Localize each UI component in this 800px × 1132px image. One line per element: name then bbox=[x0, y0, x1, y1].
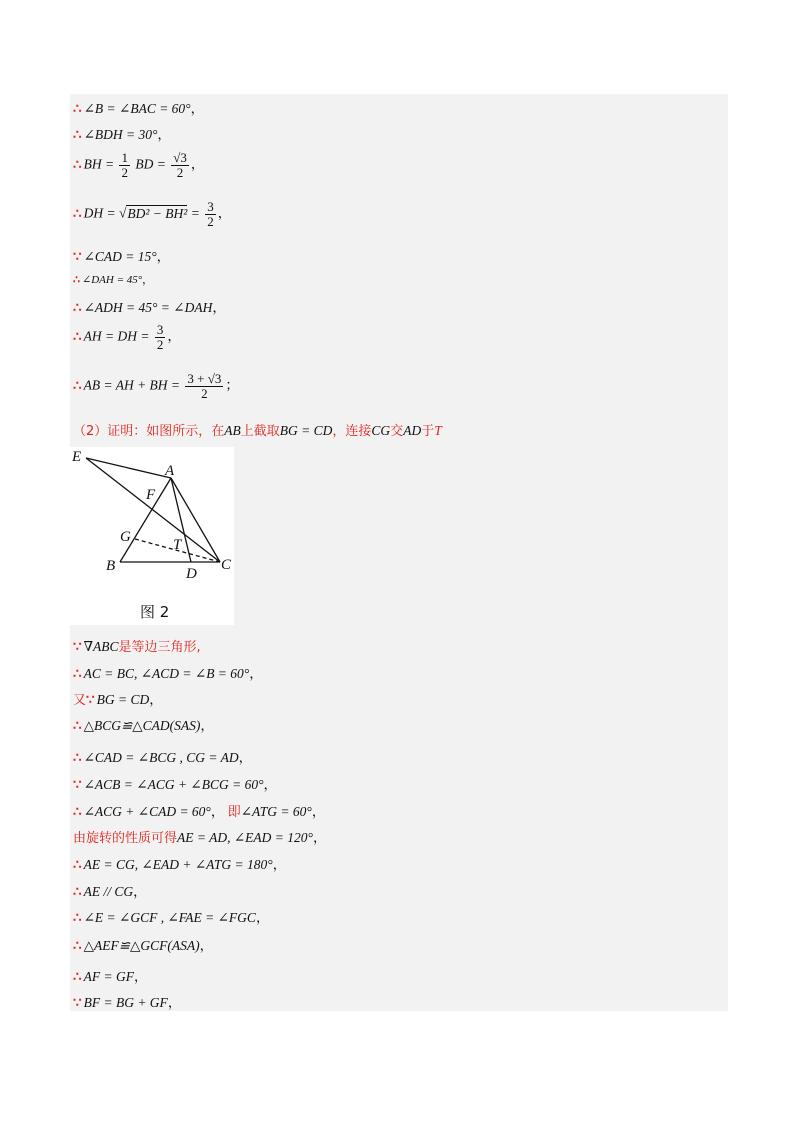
step-line: ∵ ∠ACB = ∠ACG + ∠BCG = 60°， bbox=[73, 777, 278, 792]
equation: BG = CD bbox=[279, 423, 333, 438]
because-symbol: ∵ bbox=[73, 249, 82, 264]
step-text: = bbox=[187, 205, 204, 221]
step-text: AE = AD, ∠EAD = 120° bbox=[177, 830, 313, 845]
because-symbol: ∵ bbox=[86, 692, 95, 707]
step-line: ∴ BH = $\frac{1}{2}$ BD = $\frac{√3}{2}$ ， bbox=[73, 150, 205, 180]
step-text: ∠ACG + ∠CAD = 60° bbox=[83, 804, 211, 819]
figure-svg bbox=[70, 447, 234, 625]
denominator: 2 bbox=[156, 337, 164, 352]
step-line: ∴ ∠E = ∠GCF , ∠FAE = ∠FGC， bbox=[73, 910, 270, 925]
numerator: 1 bbox=[121, 150, 128, 165]
because-symbol: ∵ bbox=[73, 639, 82, 654]
step-text: AF = GF bbox=[83, 969, 134, 984]
therefore-symbol: ∴ bbox=[73, 156, 82, 172]
step-text: AC = BC, ∠ACD = ∠B = 60° bbox=[83, 666, 250, 681]
step-text: △BCG≌△CAD(SAS) bbox=[83, 718, 201, 733]
step-line: ∴ AH = DH = $\frac{3}{2}$ ， bbox=[73, 322, 181, 352]
step-text: BD = bbox=[131, 156, 170, 172]
step-text-cn: 又 bbox=[73, 693, 87, 708]
numerator: 3 bbox=[207, 199, 214, 214]
step-line: ∴ ∠ACG + ∠CAD = 60°， 即∠ATG = 60°， bbox=[73, 804, 326, 820]
step-text: ∠B = ∠BAC = 60° bbox=[83, 101, 191, 116]
step-line: ∴ ∠CAD = ∠BCG , CG = AD， bbox=[73, 750, 253, 765]
fraction bbox=[171, 151, 189, 180]
therefore-symbol: ∴ bbox=[73, 969, 82, 984]
heading-text: ，连接 bbox=[332, 424, 372, 439]
step-text: AH = DH = bbox=[83, 328, 153, 344]
denominator: 2 bbox=[201, 386, 208, 401]
geometry-figure bbox=[70, 447, 234, 625]
step-text: ∇ABC bbox=[83, 639, 119, 654]
therefore-symbol: ∴ bbox=[73, 804, 82, 819]
figure-caption: 图 2 bbox=[140, 603, 170, 621]
step-text: AB = AH + BH = bbox=[83, 377, 184, 393]
step-line: ∴ ∠BDH = 30°， bbox=[73, 127, 171, 142]
step-line: 由旋转的性质可得AE = AD, ∠EAD = 120°， bbox=[73, 830, 327, 846]
step-line: ∴ ∠ADH = 45° = ∠DAH， bbox=[73, 300, 226, 315]
heading-text: 于 bbox=[421, 424, 435, 439]
step-text: △AEF≌△GCF(ASA) bbox=[83, 938, 200, 953]
step-line bbox=[73, 636, 201, 655]
point-label-t: T bbox=[173, 537, 182, 553]
point-label-e: E bbox=[72, 449, 82, 465]
step-text: ∠ACB = ∠ACG + ∠BCG = 60° bbox=[83, 777, 264, 792]
step-line: ∵ BF = BG + GF， bbox=[73, 995, 182, 1010]
step-line: 又∵ BG = CD， bbox=[73, 692, 163, 708]
step-text: ∠CAD = ∠BCG , CG = AD bbox=[83, 750, 239, 765]
step-line: ∴ AE // CG， bbox=[73, 884, 147, 899]
therefore-symbol: ∴ bbox=[73, 910, 82, 925]
segment-label: AB bbox=[224, 423, 241, 438]
therefore-symbol: ∴ bbox=[73, 857, 82, 872]
step-line: ∴ AF = GF， bbox=[73, 969, 148, 984]
therefore-symbol: ∴ bbox=[73, 884, 82, 899]
step-line: ∵ ∠CAD = 15°， bbox=[73, 249, 171, 264]
fraction bbox=[155, 323, 166, 352]
fraction bbox=[205, 200, 216, 229]
step-text: ∠E = ∠GCF , ∠FAE = ∠FGC bbox=[83, 910, 256, 925]
therefore-symbol: ∴ bbox=[73, 377, 82, 393]
step-line: ∴ △AEF≌△GCF(ASA)， bbox=[73, 938, 214, 953]
step-text-cn: 即 bbox=[227, 805, 241, 820]
step-text: BF = BG + GF bbox=[83, 995, 168, 1010]
numerator: 3 + √3 bbox=[187, 371, 222, 386]
step-text: AE = CG, ∠EAD + ∠ATG = 180° bbox=[83, 857, 273, 872]
radicand: BD² − BH² bbox=[127, 205, 188, 221]
point-label-f: F bbox=[146, 487, 156, 503]
therefore-symbol: ∴ bbox=[73, 750, 82, 765]
point-label: T bbox=[434, 423, 442, 438]
step-text: BG = CD bbox=[96, 692, 150, 707]
step-text: ∠CAD = 15° bbox=[83, 249, 157, 264]
denominator: 2 bbox=[121, 165, 128, 180]
segment-label: AD bbox=[403, 423, 422, 438]
step-text: AE // CG bbox=[83, 884, 134, 899]
step-line: ∴ ∠B = ∠BAC = 60°， bbox=[73, 101, 205, 116]
therefore-symbol: ∴ bbox=[73, 274, 80, 286]
step-text: BH = bbox=[83, 156, 118, 172]
step-text-cn: 由旋转的性质可得 bbox=[73, 831, 178, 846]
numerator: √3 bbox=[173, 150, 187, 165]
step-text-cn: 是等边三角形, bbox=[118, 640, 201, 655]
heading-text: （2）证明：如图所示，在 bbox=[73, 424, 225, 439]
fraction bbox=[185, 372, 223, 401]
step-text: ∠DAH = 45° bbox=[82, 274, 143, 286]
point-label-g: G bbox=[120, 529, 131, 545]
step-text: ∠ADH = 45° = ∠DAH bbox=[83, 300, 213, 315]
therefore-symbol: ∴ bbox=[73, 718, 82, 733]
therefore-symbol: ∴ bbox=[73, 328, 82, 344]
point-label-a: A bbox=[165, 463, 175, 479]
because-symbol: ∵ bbox=[73, 777, 82, 792]
part2-heading bbox=[73, 420, 442, 439]
heading-text: 交 bbox=[390, 424, 404, 439]
therefore-symbol: ∴ bbox=[73, 300, 82, 315]
step-line: ∴ AB = AH + BH = $\frac{3 + √3}{2}$ ； bbox=[73, 371, 239, 401]
fraction bbox=[119, 151, 130, 180]
denominator: 2 bbox=[207, 214, 214, 229]
therefore-symbol: ∴ bbox=[73, 666, 82, 681]
step-text: ∠ATG = 60° bbox=[240, 804, 312, 819]
segment-label: CG bbox=[371, 423, 391, 438]
therefore-symbol: ∴ bbox=[73, 101, 82, 116]
because-symbol: ∵ bbox=[73, 995, 82, 1010]
denominator: 2 bbox=[176, 165, 184, 180]
step-line: ∴ △BCG≌△CAD(SAS)， bbox=[73, 718, 214, 733]
numerator: 3 bbox=[156, 322, 164, 337]
point-label-c: C bbox=[221, 557, 232, 573]
point-label-b: B bbox=[106, 558, 116, 574]
step-text: ∠BDH = 30° bbox=[83, 127, 158, 142]
step-line: ∴ ∠DAH = 45°， bbox=[73, 274, 154, 286]
step-line: ∴ AE = CG, ∠EAD + ∠ATG = 180°， bbox=[73, 857, 287, 872]
step-line: ∴ AC = BC, ∠ACD = ∠B = 60°， bbox=[73, 666, 263, 681]
therefore-symbol: ∴ bbox=[73, 127, 82, 142]
point-label-d: D bbox=[186, 566, 197, 582]
step-line: ∴ DH = √BD² − BH² = $\frac{3}{2}$ ， bbox=[73, 199, 232, 229]
therefore-symbol: ∴ bbox=[73, 938, 82, 953]
heading-text: 上截取 bbox=[240, 424, 280, 439]
therefore-symbol: ∴ bbox=[73, 205, 82, 221]
step-text: DH = √ bbox=[83, 205, 127, 221]
